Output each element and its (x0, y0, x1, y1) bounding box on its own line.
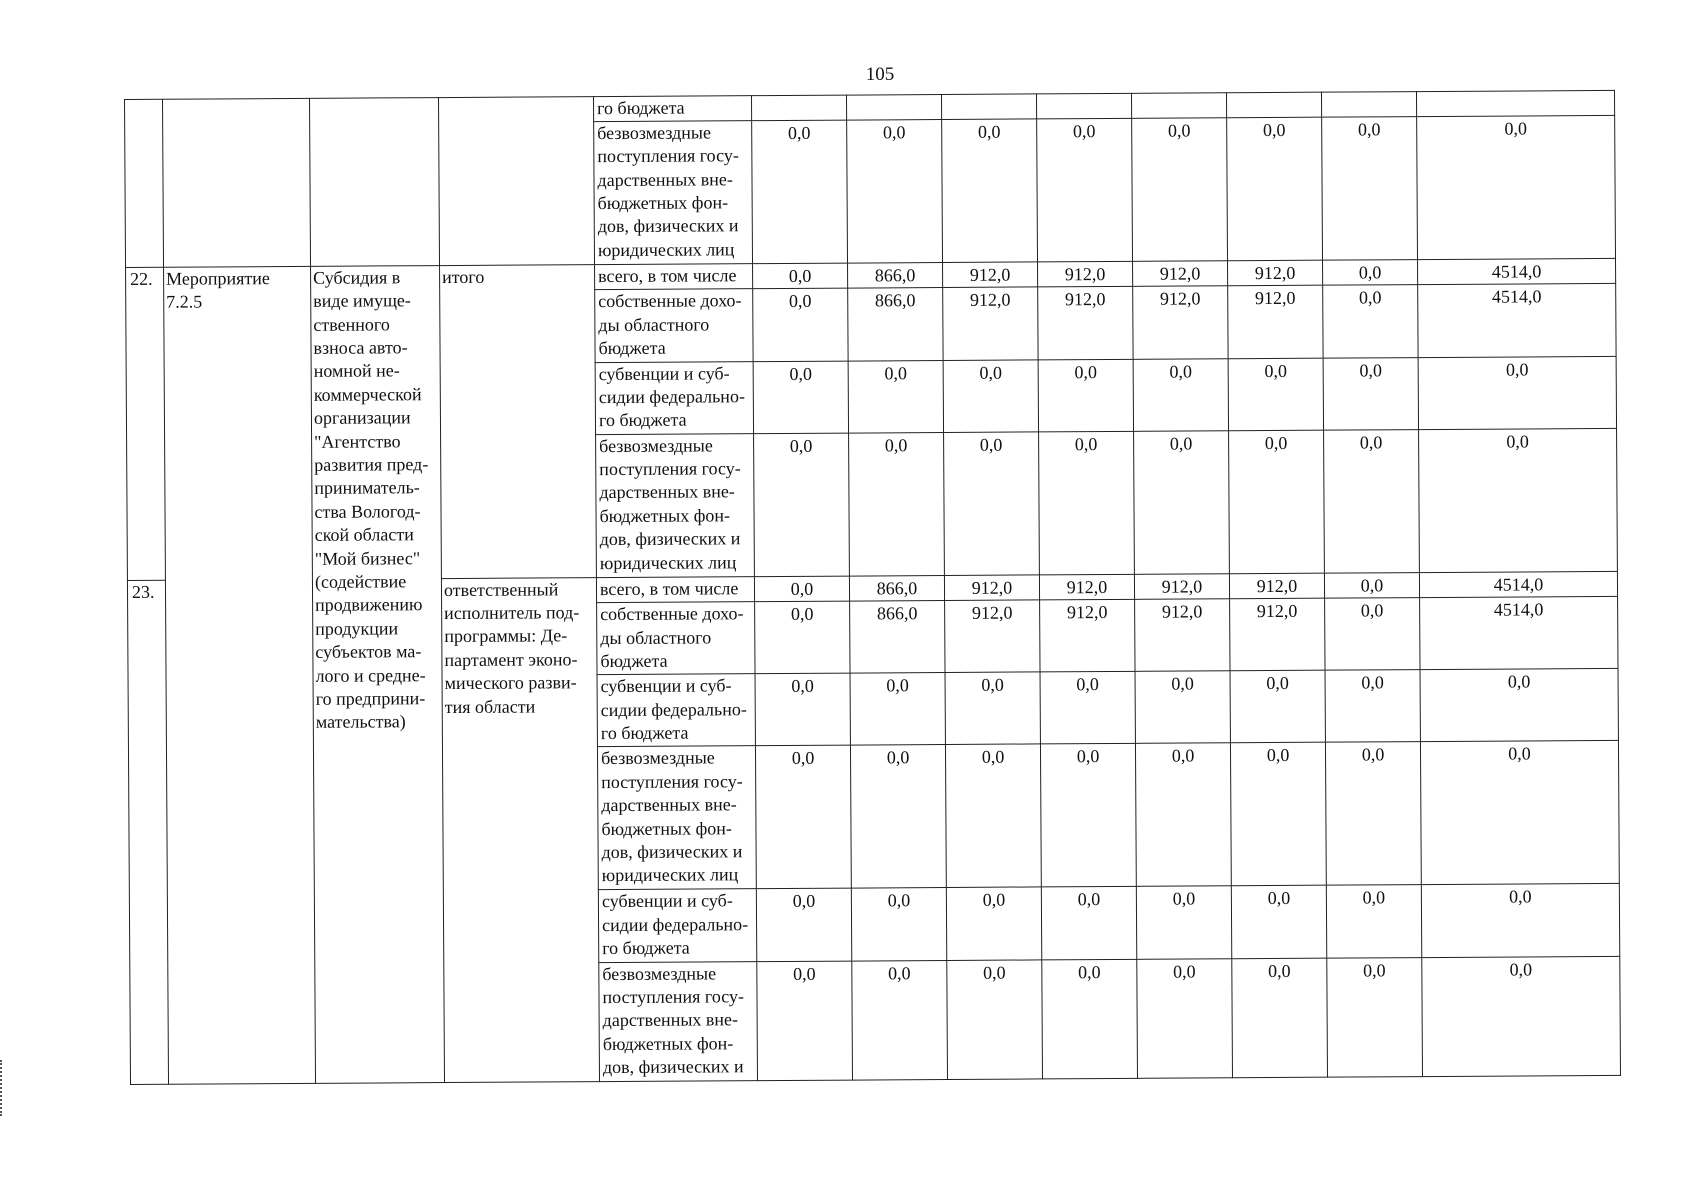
value-cell (846, 95, 941, 120)
value-cell: 0,0 (1322, 116, 1418, 260)
value-cell: 866,0 (848, 262, 943, 288)
value-cell: 0,0 (754, 433, 850, 577)
value-cell: 0,0 (943, 359, 1038, 432)
funding-source-cell: всего, в том числе (595, 263, 753, 290)
value-cell: 0,0 (1042, 959, 1138, 1079)
funding-source-cell: субвенции и суб- сидии федерально- го бюджета (597, 674, 755, 747)
value-cell: 0,0 (753, 263, 848, 289)
value-cell: 912,0 (945, 600, 1040, 673)
value-cell: 912,0 (1133, 261, 1228, 287)
value-cell: 912,0 (1039, 574, 1134, 600)
funding-source-cell: субвенции и суб- сидии федерально- го бюджета (595, 361, 753, 434)
value-cell: 4514,0 (1418, 284, 1616, 357)
measure-name-cell (163, 98, 311, 267)
value-cell: 0,0 (1323, 357, 1418, 430)
funding-source-cell: безвозмездные поступления госу- дарственных вне- бюджетных фон- дов, физических и юридических лиц (597, 746, 756, 890)
value-cell: 0,0 (1037, 118, 1133, 262)
value-cell: 0,0 (1039, 431, 1135, 575)
funding-source-cell: собственные дохо- ды областного бюджета (595, 289, 753, 362)
value-cell: 0,0 (753, 361, 848, 434)
value-cell (1131, 93, 1226, 118)
measure-description-cell (309, 98, 439, 267)
value-cell: 912,0 (1134, 573, 1229, 599)
value-cell: 0,0 (1417, 115, 1616, 259)
value-cell (941, 94, 1036, 119)
value-cell (751, 95, 846, 120)
value-cell: 0,0 (1041, 887, 1136, 960)
value-cell: 0,0 (1323, 285, 1418, 358)
value-cell: 4514,0 (1420, 597, 1618, 670)
value-cell: 0,0 (1133, 358, 1228, 431)
value-cell: 866,0 (848, 288, 943, 361)
value-cell: 0,0 (1132, 117, 1228, 261)
value-cell: 0,0 (755, 673, 850, 746)
value-cell: 0,0 (753, 289, 848, 362)
value-cell: 912,0 (1135, 599, 1230, 672)
value-cell: 912,0 (1228, 260, 1323, 286)
value-cell: 866,0 (850, 601, 945, 674)
value-cell: 0,0 (945, 672, 1040, 745)
value-cell: 912,0 (1229, 573, 1324, 599)
funding-source-cell: безвозмездные поступления госу- дарственных вне- бюджетных фон- дов, физических и (599, 961, 758, 1081)
value-cell: 0,0 (757, 961, 853, 1081)
value-cell: 0,0 (1137, 958, 1233, 1078)
value-cell: 912,0 (1230, 598, 1325, 671)
value-cell: 0,0 (756, 889, 851, 962)
value-cell: 0,0 (1135, 671, 1230, 744)
value-cell: 0,0 (1325, 670, 1420, 743)
value-cell: 0,0 (1229, 430, 1325, 574)
row-number-cell (125, 99, 164, 267)
value-cell: 0,0 (1038, 359, 1133, 432)
value-cell: 0,0 (942, 119, 1038, 263)
funding-source-cell: го бюджета (593, 96, 751, 122)
value-cell: 4514,0 (1419, 571, 1617, 598)
row-number-cell: 23. (127, 580, 168, 1085)
budget-table-sheet (124, 90, 1620, 1085)
value-cell: 0,0 (755, 745, 851, 889)
value-cell: 0,0 (1136, 886, 1231, 959)
funding-source-cell: безвозмездные поступления госу- дарственных вне- бюджетных фон- дов, физических и юридических лиц (594, 120, 753, 264)
measure-name-cell: Мероприятие 7.2.5 (164, 266, 316, 1084)
value-cell: 0,0 (945, 744, 1041, 888)
value-cell: 0,0 (1422, 956, 1621, 1077)
executor-cell: ответственный исполнитель под- программы: Де- партамент эконо- мического разви- тия области (441, 577, 599, 1082)
value-cell: 0,0 (1323, 259, 1418, 285)
value-cell: 0,0 (1228, 358, 1323, 431)
value-cell: 0,0 (1134, 430, 1230, 574)
value-cell: 0,0 (1326, 885, 1421, 958)
row-number-cell: 22. (126, 267, 166, 580)
value-cell: 912,0 (943, 287, 1038, 360)
budget-table (124, 90, 1621, 1085)
executor-cell (438, 97, 594, 266)
scan-edge-mark (0, 1060, 5, 1116)
value-cell: 912,0 (1038, 287, 1133, 360)
value-cell: 912,0 (943, 262, 1038, 288)
funding-source-cell: субвенции и суб- сидии федерально- го бюджета (598, 889, 756, 962)
value-cell: 0,0 (944, 431, 1040, 575)
value-cell: 0,0 (1419, 428, 1618, 572)
value-cell (1321, 92, 1416, 117)
value-cell: 4514,0 (1418, 258, 1616, 285)
value-cell: 912,0 (944, 575, 1039, 601)
value-cell: 0,0 (755, 601, 850, 674)
value-cell (1226, 92, 1321, 117)
value-cell (1416, 90, 1614, 116)
value-cell: 0,0 (752, 120, 848, 264)
value-cell: 0,0 (1325, 742, 1421, 886)
value-cell: 912,0 (1228, 286, 1323, 359)
value-cell: 0,0 (1230, 671, 1325, 744)
value-cell: 0,0 (1324, 572, 1419, 598)
value-cell: 0,0 (1230, 743, 1326, 887)
value-cell: 0,0 (851, 888, 946, 961)
value-cell: 0,0 (1418, 356, 1616, 429)
value-cell: 0,0 (1421, 884, 1619, 957)
value-cell: 912,0 (1133, 286, 1228, 359)
value-cell: 0,0 (754, 576, 849, 602)
value-cell: 0,0 (946, 887, 1041, 960)
value-cell: 0,0 (1135, 743, 1231, 887)
value-cell: 0,0 (1327, 957, 1423, 1077)
value-cell: 0,0 (1231, 886, 1326, 959)
value-cell: 0,0 (1420, 669, 1618, 742)
value-cell (1036, 93, 1131, 118)
value-cell: 0,0 (1040, 744, 1136, 888)
funding-source-cell: всего, в том числе (596, 576, 754, 603)
value-cell: 866,0 (849, 575, 944, 601)
value-cell: 0,0 (1325, 598, 1420, 671)
value-cell: 0,0 (1040, 672, 1135, 745)
value-cell: 0,0 (1420, 741, 1619, 885)
value-cell: 0,0 (852, 960, 948, 1080)
value-cell: 912,0 (1040, 600, 1135, 673)
value-cell: 0,0 (850, 745, 946, 889)
value-cell: 0,0 (1324, 429, 1420, 573)
value-cell: 0,0 (947, 959, 1043, 1079)
page-number: 105 (865, 64, 895, 85)
measure-description-cell: Субсидия в виде имуще- ственного взноса авто- номной не- коммерческой организации "Агентство развития пред- приниматель- ства Вологод- ской области "Мой бизнес" (содействие продвижению продукции субъектов ма- лого и средне- го предприни- мательства) (311, 265, 445, 1083)
funding-source-cell: собственные дохо- ды областного бюджета (597, 602, 755, 675)
value-cell: 0,0 (849, 432, 945, 576)
executor-cell: итого (440, 264, 597, 578)
funding-source-cell: безвозмездные поступления госу- дарственных вне- бюджетных фон- дов, физических и юридических лиц (596, 433, 755, 577)
value-cell: 0,0 (1227, 117, 1323, 261)
value-cell: 0,0 (850, 673, 945, 746)
value-cell: 0,0 (1232, 958, 1328, 1078)
value-cell: 0,0 (848, 360, 943, 433)
value-cell: 0,0 (847, 119, 943, 263)
value-cell: 912,0 (1038, 261, 1133, 287)
